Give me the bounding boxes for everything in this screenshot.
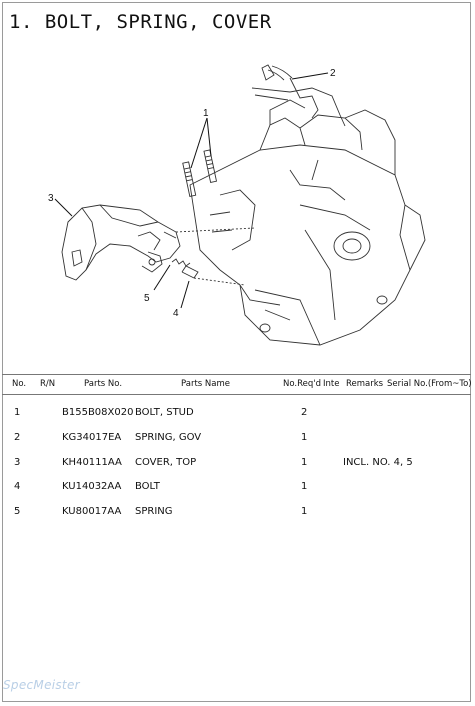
col-header-inte: Inte (323, 379, 340, 389)
table-row (2, 453, 471, 477)
table-row (2, 502, 471, 526)
cell-parts-no: KU14032AA (62, 481, 122, 492)
cell-qty: 1 (301, 457, 308, 468)
page-title: 1. BOLT, SPRING, COVER (9, 11, 272, 33)
col-header-no: No. (12, 379, 27, 389)
cell-parts-no: KG34017EA (62, 432, 122, 443)
exploded-parts-diagram (0, 40, 475, 370)
cell-no: 1 (14, 407, 21, 418)
col-header-serial: Serial No.(From~To) (387, 379, 472, 389)
cell-parts-no: KU80017AA (62, 506, 122, 517)
table-row (2, 403, 471, 427)
cell-remarks: INCL. NO. 4, 5 (343, 457, 413, 468)
cell-parts-name: SPRING (135, 506, 173, 517)
cell-parts-name: BOLT (135, 481, 160, 492)
cell-no: 2 (14, 432, 21, 443)
col-header-parts-no: Parts No. (84, 379, 123, 389)
callout-4: 4 (173, 308, 179, 319)
col-header-no-reqd: No.Req'd (283, 379, 321, 389)
cell-parts-name: COVER, TOP (135, 457, 197, 468)
callout-5: 5 (144, 293, 150, 304)
cell-qty: 1 (301, 481, 308, 492)
col-header-remarks: Remarks (346, 379, 384, 389)
cell-qty: 2 (301, 407, 308, 418)
table-header (2, 374, 471, 395)
cell-no: 4 (14, 481, 21, 492)
table-row (2, 477, 471, 501)
callout-2: 2 (330, 68, 336, 79)
watermark: SpecMeister (3, 678, 80, 692)
cell-parts-no: B155B08X020 (62, 407, 134, 418)
callout-3: 3 (48, 193, 54, 204)
col-header-parts-name: Parts Name (181, 379, 230, 389)
cell-no: 5 (14, 506, 21, 517)
cell-parts-no: KH40111AA (62, 457, 122, 468)
cell-qty: 1 (301, 432, 308, 443)
cell-parts-name: SPRING, GOV (135, 432, 202, 443)
col-header-rn: R/N (40, 379, 56, 389)
cell-qty: 1 (301, 506, 308, 517)
cell-no: 3 (14, 457, 21, 468)
table-row (2, 428, 471, 452)
cell-parts-name: BOLT, STUD (135, 407, 194, 418)
callout-1: 1 (203, 108, 209, 119)
